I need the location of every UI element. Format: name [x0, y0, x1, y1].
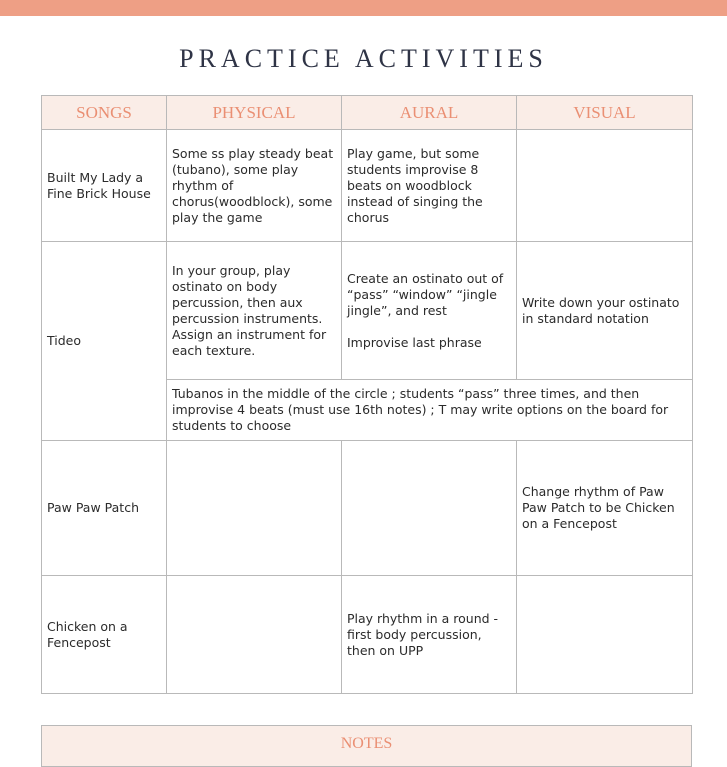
aural-cell — [342, 441, 517, 576]
song-cell: Chicken on a Fencepost — [42, 576, 167, 694]
physical-cell: Some ss play steady beat (tubano), some play rhythm of chorus(woodblock), some play the game — [167, 130, 342, 242]
song-cell: Built My Lady a Fine Brick House — [42, 130, 167, 242]
table-header-row — [42, 96, 693, 130]
aural-cell — [342, 242, 517, 380]
song-cell: Tideo — [42, 242, 167, 441]
table-row — [42, 441, 693, 576]
aural-text: Improvise last phrase — [347, 334, 482, 350]
notes-section — [41, 725, 692, 767]
page-title: PRACTICE ACTIVITIES — [179, 44, 548, 73]
table-row — [42, 130, 693, 242]
header-songs: SONGS — [42, 96, 167, 130]
header-physical: PHYSICAL — [167, 96, 342, 130]
physical-cell: In your group, play ostinato on body percussion, then aux percussion instruments. Assign an instrument for each texture. — [167, 242, 342, 380]
visual-cell: Change rhythm of Paw Paw Patch to be Chicken on a Fencepost — [517, 441, 693, 576]
table-row — [42, 242, 693, 380]
song-cell: Paw Paw Patch — [42, 441, 167, 576]
aural-cell: Play game, but some students improvise 8 beats on woodblock instead of singing the chorus — [342, 130, 517, 242]
physical-cell — [167, 576, 342, 694]
header-visual: VISUAL — [517, 96, 693, 130]
span-note-cell: Tubanos in the middle of the circle ; students “pass” three times, and then improvise 4 beats (must use 16th notes) ; T may write options on the board for students to choose — [167, 380, 693, 441]
top-accent-band — [0, 0, 727, 16]
header-aural: AURAL — [342, 96, 517, 130]
physical-cell — [167, 441, 342, 576]
practice-activities-table — [41, 95, 693, 694]
table-row — [42, 576, 693, 694]
visual-cell: Write down your ostinato in standard notation — [517, 242, 693, 380]
visual-cell — [517, 130, 693, 242]
aural-cell: Play rhythm in a round - first body percussion, then on UPP — [342, 576, 517, 694]
aural-text: Create an ostinato out of “pass” “window” “jingle jingle”, and rest — [347, 270, 504, 318]
visual-cell — [517, 576, 693, 694]
notes-title: NOTES — [340, 735, 393, 752]
